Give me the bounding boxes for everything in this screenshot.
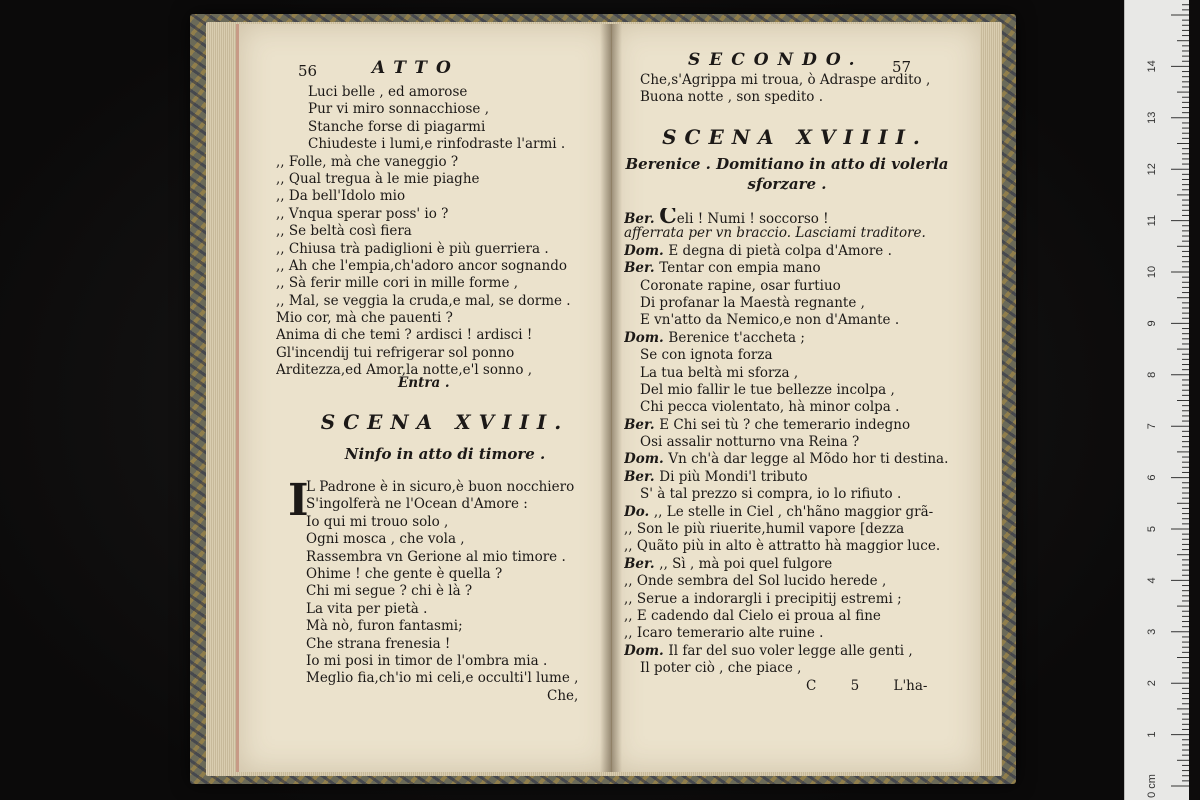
verse-line — [276, 241, 594, 258]
left-running-head: ATTO — [372, 58, 460, 78]
dialogue-text: E Chi sei tù ? che temerario indegno — [659, 416, 911, 433]
dialogue-line — [624, 434, 970, 451]
dialogue-text: S' à tal prezzo si compra, io lo rifiuto . — [640, 486, 902, 503]
dialogue-text: Di profanar la Maestà regnante , — [640, 294, 865, 311]
quotation-mark: ,, — [276, 188, 289, 205]
dialogue-text: Se con ignota forza — [640, 347, 773, 364]
dialogue-line — [624, 278, 970, 295]
ruler-label: 0 cm — [1146, 774, 1158, 798]
dialogue-line — [624, 295, 970, 312]
right-verse-top — [640, 72, 960, 107]
ruler-label: 12 — [1146, 163, 1158, 176]
dialogue-line — [624, 225, 970, 242]
dialogue-line — [624, 312, 970, 329]
speaker-label: Ber. — [624, 211, 660, 226]
verse-text: Pur vi miro sonnacchiose , — [308, 101, 490, 118]
speaker-label: Ber. — [624, 555, 660, 572]
dialogue-text: ,, Le stelle in Ciel , ch'hãno maggior grã- — [653, 503, 934, 520]
dialogue-text: Il poter ciò , che piace , — [640, 660, 802, 677]
verse-line: Che,s'Agrippa mi troua, ò Adraspe ardito , — [640, 72, 931, 88]
ruler-scale — [1125, 0, 1189, 800]
dialogue-line — [624, 417, 970, 434]
dialogue-text: Berenice t'accheta ; — [668, 329, 805, 346]
quotation-mark: ,, — [624, 625, 637, 642]
verse-line: Rassembra vn Gerione al mio timore . — [306, 548, 566, 565]
scene-subheading-xviii: Ninfo in atto di timore . — [344, 445, 546, 463]
dialogue-line — [624, 469, 970, 486]
ruler-label: 6 — [1146, 474, 1158, 481]
verse-text: Anima di che temi ? ardisci ! ardisci ! — [276, 327, 533, 344]
ruler-label: 4 — [1146, 577, 1158, 584]
verse-line: La vita per pietà . — [306, 600, 428, 617]
verse-text: Stanche forse di piagarmi — [308, 118, 486, 135]
dialogue-line — [624, 521, 970, 538]
quotation-mark: ,, — [624, 607, 637, 624]
speaker-label: Ber. — [624, 260, 660, 277]
verse-text: Ah che l'empia,ch'adoro ancor sognando — [288, 257, 568, 274]
dialogue-line — [624, 399, 970, 416]
quotation-mark: ,, — [276, 240, 289, 257]
verse-line: Ohime ! che gente è quella ? — [306, 565, 503, 582]
verse-line: Mà nò, furon fantasmi; — [306, 618, 463, 635]
dialogue-text: Quãto più in alto è attratto hà maggior luce. — [636, 538, 941, 555]
dialogue-line — [624, 382, 970, 399]
quotation-mark: ,, — [624, 538, 637, 555]
quotation-mark: ,, — [276, 170, 289, 187]
dialogue-text: Di più Mondi'l tributo — [659, 468, 808, 485]
speaker-label: Dom. — [624, 242, 669, 259]
large-initial: C — [659, 208, 677, 226]
dialogue-line — [624, 330, 970, 347]
right-page-number: 57 — [892, 58, 912, 76]
speaker-label: Dom. — [624, 642, 669, 659]
verse-line: Io qui mi trouo solo , — [306, 513, 449, 530]
verse-line: Buona notte , son spedito . — [640, 89, 824, 106]
verse-line: Meglio fia,ch'io mi celi,e occulti'l lume , — [306, 670, 579, 687]
dialogue-text: eli ! Numi ! soccorso ! — [676, 211, 829, 226]
verse-line: Io mi posi in timor de l'ombra mia . — [306, 652, 548, 669]
verse-line: S'ingolferà ne l'Ocean d'Amore : — [306, 496, 528, 513]
dialogue-text: ,, Sì , mà poi quel fulgore — [659, 555, 833, 572]
ruler-label: 1 — [1146, 731, 1158, 738]
book-gutter — [600, 24, 622, 772]
verse-text: Mal, se veggia la cruda,e mal, se dorme . — [288, 292, 571, 309]
ruler-label: 2 — [1146, 680, 1158, 687]
verse-line — [276, 101, 594, 118]
measurement-ruler — [1124, 0, 1189, 800]
dialogue-text: Chi pecca violentato, hà minor colpa . — [640, 399, 900, 416]
dialogue-text: Onde sembra del Sol lucido herede , — [636, 573, 887, 590]
dialogue-line — [624, 260, 970, 277]
scene-subheading-xviiii-line1: Berenice . Domitiano in atto di volerla — [625, 155, 949, 173]
verse-line — [276, 154, 594, 171]
ruler-label: 8 — [1146, 371, 1158, 378]
verse-line — [276, 206, 594, 223]
quotation-mark: ,, — [276, 257, 289, 274]
exit-direction: Entra . — [398, 375, 450, 391]
dialogue-text: Osi assalir notturno vna Reina ? — [640, 434, 860, 451]
dialogue-line — [624, 451, 970, 468]
verse-text: Luci belle , ed amorose — [308, 84, 468, 100]
verse-text: Gl'incendij tui refrigerar sol ponno — [276, 344, 515, 361]
verse-line — [276, 258, 594, 275]
quotation-mark: ,, — [624, 573, 637, 590]
quotation-mark: ,, — [276, 275, 289, 292]
verse-text: Chiudeste i lumi,e rinfodraste l'armi . — [308, 136, 566, 153]
scene-heading-xviiii: SCENA XVIIII. — [662, 125, 928, 149]
verse-line — [276, 171, 594, 188]
left-verse-block — [276, 84, 594, 380]
quotation-mark: ,, — [276, 205, 289, 222]
dialogue-line — [624, 660, 970, 677]
quotation-mark: ,, — [276, 223, 289, 240]
verse-line — [276, 136, 594, 153]
verse-text: Se beltà così fiera — [288, 223, 412, 240]
left-catchword: Che, — [547, 688, 579, 704]
dialogue-line — [624, 208, 970, 225]
ninfo-monologue — [306, 479, 596, 688]
speaker-label: Dom. — [624, 329, 669, 346]
quotation-mark: ,, — [276, 153, 289, 170]
drop-cap: I — [288, 475, 309, 526]
quotation-mark: ,, — [624, 590, 637, 607]
dialogue-text: Coronate rapine, osar furtiuo — [640, 277, 841, 294]
quotation-mark: ,, — [624, 521, 637, 538]
dialogue-line — [624, 243, 970, 260]
verse-line — [276, 275, 594, 292]
verse-line — [276, 293, 594, 310]
speaker-label: Ber. — [624, 468, 660, 485]
verse-line: Ogni mosca , che vola , — [306, 531, 465, 548]
verse-line: Che strana frenesia ! — [306, 635, 451, 652]
left-page-number: 56 — [298, 62, 318, 80]
speaker-label: Ber. — [624, 416, 660, 433]
dialogue-text: Vn ch'à dar legge al Mõdo hor ti destina. — [668, 451, 949, 468]
verse-line — [276, 223, 594, 240]
verse-line — [276, 84, 594, 101]
dialogue-text: Son le più riuerite,humil vapore [dezza — [636, 521, 905, 538]
verse-line — [276, 345, 594, 362]
ruler-label: 7 — [1146, 423, 1158, 430]
verse-line — [276, 310, 594, 327]
dialogue-text: Tentar con empia mano — [659, 260, 821, 277]
verse-line: Chi mi segue ? chi è là ? — [306, 583, 473, 600]
dialogue-line — [624, 591, 970, 608]
dialogue-text: E vn'atto da Nemico,e non d'Amante . — [640, 312, 900, 329]
ruler-label: 13 — [1146, 111, 1158, 124]
verse-text: Chiusa trà padiglioni è più guerriera . — [288, 240, 549, 257]
stage-direction: afferrata per vn braccio. Lasciami traditore. — [624, 225, 926, 242]
dialogue-text: E cadendo dal Cielo ei proua al fine — [636, 607, 881, 624]
dialogue-line — [624, 347, 970, 364]
quotation-mark: ,, — [276, 292, 289, 309]
dialogue-text: Serue a indorargli i precipitij estremi ; — [636, 590, 902, 607]
right-running-head: SECONDO. — [688, 50, 864, 70]
ruler-label: 14 — [1146, 60, 1158, 73]
ruler-label: 3 — [1146, 628, 1158, 635]
verse-text: Folle, mà che vaneggio ? — [288, 153, 459, 170]
dialogue-line — [624, 556, 970, 573]
dialogue-line — [624, 625, 970, 642]
dialogue-line — [624, 538, 970, 555]
verse-line: L Padrone è in sicuro,è buon nocchiero — [306, 479, 575, 495]
dialogue-text: Icaro temerario alte ruine . — [636, 625, 824, 642]
dialogue-block — [624, 208, 970, 678]
dialogue-text: E degna di pietà colpa d'Amore . — [668, 242, 892, 259]
speaker-label: Dom. — [624, 451, 669, 468]
dialogue-line — [624, 643, 970, 660]
ruler-label: 10 — [1146, 265, 1158, 279]
ruler-label: 9 — [1146, 320, 1158, 327]
verse-text: Vnqua sperar poss' io ? — [288, 205, 449, 222]
verse-text: Sà ferir mille cori in mille forme , — [288, 275, 519, 292]
verse-text: Arditezza,ed Amor,la notte,e'l sonno , — [276, 362, 533, 379]
ruler-label: 11 — [1146, 214, 1158, 227]
dialogue-line — [624, 573, 970, 590]
speaker-label: Do. — [624, 503, 654, 520]
verse-text: Da bell'Idolo mio — [288, 188, 406, 205]
dialogue-text: La tua beltà mi sforza , — [640, 364, 799, 381]
verse-line — [276, 188, 594, 205]
dialogue-text: Il far del suo voler legge alle genti , — [668, 642, 913, 659]
verse-text: Qual tregua à le mie piaghe — [288, 170, 480, 187]
dialogue-line — [624, 486, 970, 503]
verse-text: Mio cor, mà che pauenti ? — [276, 310, 453, 327]
dialogue-line — [624, 365, 970, 382]
verse-line — [276, 119, 594, 136]
right-catchword: C 5 L'ha- — [806, 678, 928, 694]
dialogue-text: Del mio fallir le tue bellezze incolpa , — [640, 381, 895, 398]
dialogue-line — [624, 608, 970, 625]
scene-subheading-xviiii-line2: sforzare . — [747, 175, 827, 193]
ruler-label: 5 — [1146, 525, 1158, 533]
scene-heading-xviii: SCENA XVIII. — [320, 410, 570, 434]
dialogue-line — [624, 504, 970, 521]
verse-line — [276, 327, 594, 344]
